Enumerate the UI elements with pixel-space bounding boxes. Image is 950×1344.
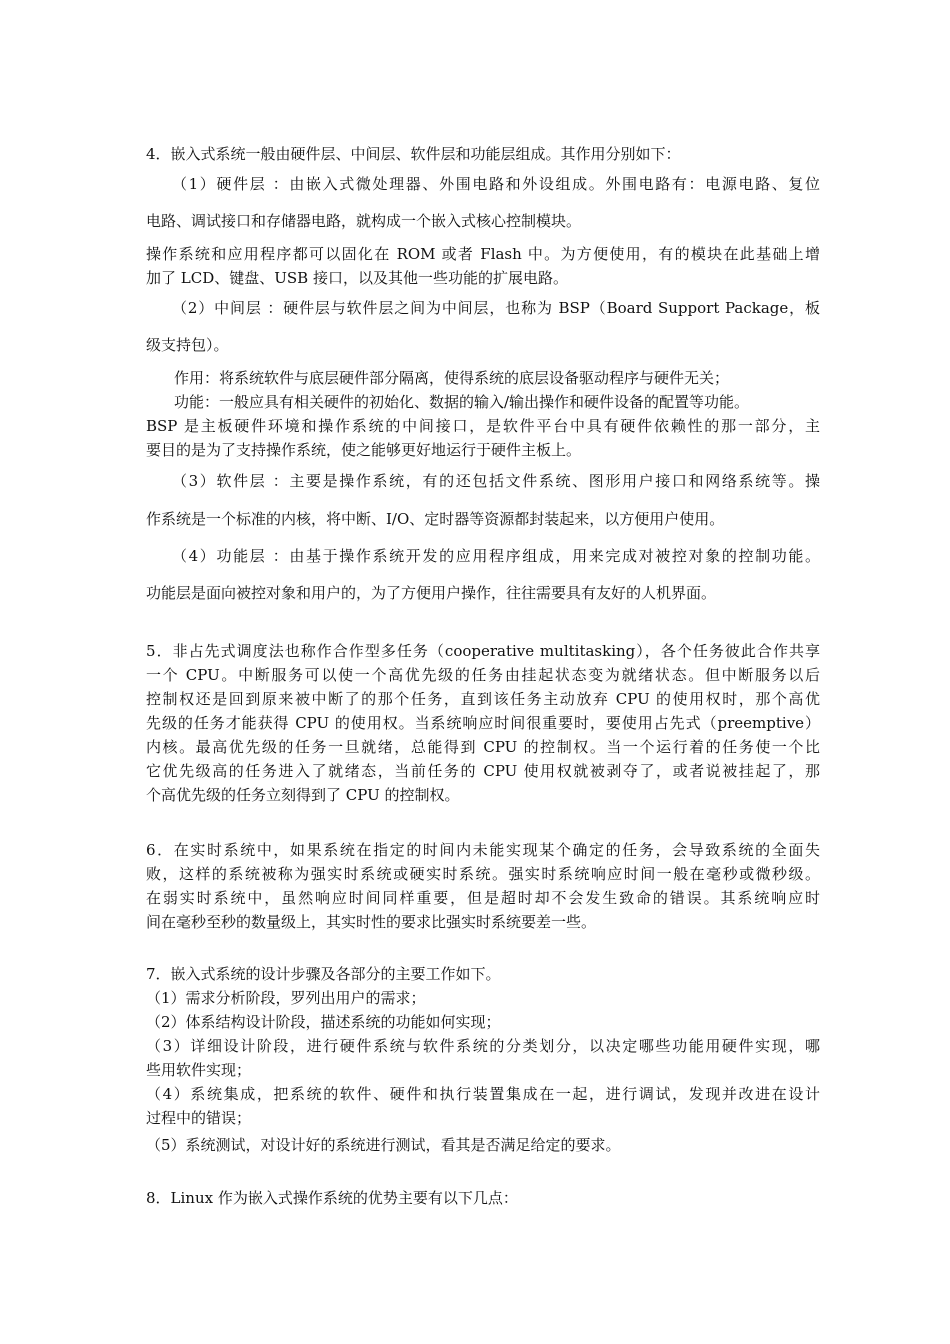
section-5-line: 一个 CPU。中断服务可以使一个高优先级的任务由挂起状态变为就绪状态。但中断服务以后 bbox=[146, 666, 820, 684]
section-5-line: 5．非占先式调度法也称作合作型多任务（cooperative multitasking），各个任务彼此合作共享 bbox=[146, 642, 820, 660]
bsp-paragraph-line: BSP 是主板硬件环境和操作系统的中间接口，是软件平台中具有硬件依赖性的那一部分，主 bbox=[146, 417, 820, 435]
section-4-heading: 4．嵌入式系统一般由硬件层、中间层、软件层和功能层组成。其作用分别如下： bbox=[146, 145, 681, 163]
section-7-step-continued: 过程中的错误； bbox=[146, 1109, 252, 1127]
section-7-step-continued: 些用软件实现； bbox=[146, 1061, 252, 1079]
section-7-step: （4）系统集成，把系统的软件、硬件和执行装置集成在一起，进行调试，发现并改进在设计 bbox=[146, 1085, 820, 1103]
hardware-layer-paragraph-line: 操作系统和应用程序都可以固化在 ROM 或者 Flash 中。为方便使用，有的模块在此基础上增 bbox=[146, 245, 820, 263]
section-7-step: （2）体系结构设计阶段，描述系统的功能如何实现； bbox=[146, 1013, 501, 1031]
middle-layer-paragraph-line: 级支持包）。 bbox=[146, 336, 229, 354]
section-5-line: 它优先级高的任务进入了就绪态，当前任务的 CPU 使用权就被剥夺了，或者说被挂起了，那 bbox=[146, 762, 820, 780]
section-6-line: 6．在实时系统中，如果系统在指定的时间内未能实现某个确定的任务，会导致系统的全面失 bbox=[146, 841, 820, 859]
bsp-paragraph-line: 要目的是为了支持操作系统，使之能够更好地运行于硬件主板上。 bbox=[146, 441, 582, 459]
software-layer-paragraph-line: 作系统是一个标准的内核，将中断、I/O、定时器等资源都封装起来，以方便用户使用。 bbox=[146, 510, 725, 528]
section-7-step: （5）系统测试，对设计好的系统进行测试，看其是否满足给定的要求。 bbox=[146, 1136, 621, 1154]
section-6-line: 在弱实时系统中，虽然响应时间同样重要，但是超时却不会发生致命的错误。其系统响应时 bbox=[146, 889, 820, 907]
function-layer-paragraph-line: （4）功能层 ：由基于操作系统开发的应用程序组成，用来完成对被控对象的控制功能。 bbox=[172, 547, 820, 565]
section-5-line: 先级的任务才能获得 CPU 的使用权。当系统响应时间很重要时，要使用占先式（preemptive） bbox=[146, 714, 820, 732]
section-6-line: 败，这样的系统被称为强实时系统或硬实时系统。强实时系统响应时间一般在毫秒或微秒级。 bbox=[146, 865, 820, 883]
hardware-layer-paragraph-line: 电路、调试接口和存储器电路，就构成一个嵌入式核心控制模块。 bbox=[146, 212, 582, 230]
hardware-layer-paragraph-line: （1）硬件层 ：由嵌入式微处理器、外围电路和外设组成。外围电路有：电源电路、复位 bbox=[172, 175, 820, 193]
section-7-step: （3）详细设计阶段，进行硬件系统与软件系统的分类划分，以决定哪些功能用硬件实现，哪 bbox=[146, 1037, 820, 1055]
section-7-heading: 7．嵌入式系统的设计步骤及各部分的主要工作如下。 bbox=[146, 965, 501, 983]
section-7-step: （1）需求分析阶段，罗列出用户的需求； bbox=[146, 989, 426, 1007]
middle-layer-function-line: 功能：一般应具有相关硬件的初始化、数据的输入/输出操作和硬件设备的配置等功能。 bbox=[174, 393, 750, 411]
software-layer-paragraph-line: （3）软件层 ：主要是操作系统，有的还包括文件系统、图形用户接口和网络系统等。操 bbox=[172, 472, 820, 490]
hardware-layer-paragraph-line: 加了 LCD、键盘、USB 接口，以及其他一些功能的扩展电路。 bbox=[146, 269, 568, 287]
function-layer-paragraph-line: 功能层是面向被控对象和用户的，为了方便用户操作，往往需要具有友好的人机界面。 bbox=[146, 584, 717, 602]
section-8-heading: 8．Linux 作为嵌入式操作系统的优势主要有以下几点： bbox=[146, 1189, 518, 1207]
section-5-line: 控制权还是回到原来被中断了的那个任务，直到该任务主动放弃 CPU 的使用权时，那个高优 bbox=[146, 690, 820, 708]
middle-layer-role-line: 作用：将系统软件与底层硬件部分隔离，使得系统的底层设备驱动程序与硬件无关； bbox=[174, 369, 730, 387]
section-6-line: 间在毫秒至秒的数量级上，其实时性的要求比强实时系统要差一些。 bbox=[146, 913, 597, 931]
section-5-line: 个高优先级的任务立刻得到了 CPU 的控制权。 bbox=[146, 786, 460, 804]
middle-layer-paragraph-line: （2）中间层 ：硬件层与软件层之间为中间层，也称为 BSP（Board Support Package，板 bbox=[172, 299, 820, 317]
section-5-line: 内核。最高优先级的任务一旦就绪，总能得到 CPU 的控制权。当一个运行着的任务使一个比 bbox=[146, 738, 820, 756]
